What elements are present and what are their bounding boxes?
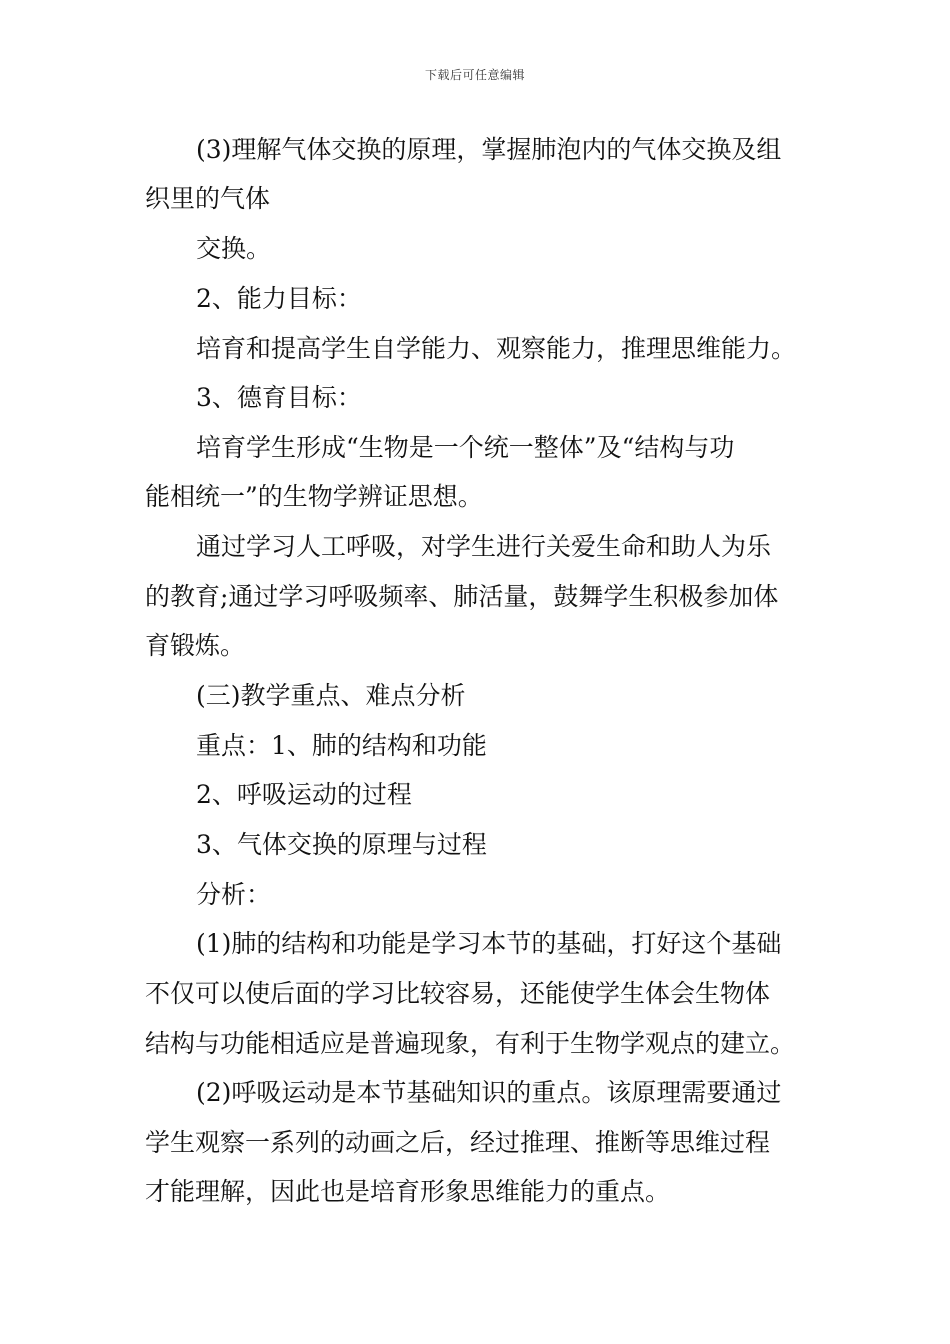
text-line: 培育和提高学生自学能力、观察能力，推理思维能力。 <box>196 334 797 363</box>
text-line: 学生观察一系列的动画之后，经过推理、推断等思维过程 <box>145 1128 771 1157</box>
text-line: 2、呼吸运动的过程 <box>196 780 412 809</box>
text-line: 通过学习人工呼吸，对学生进行关爱生命和助人为乐 <box>196 532 772 561</box>
text-line: 3、德育目标： <box>196 383 362 412</box>
text-line: 的教育;通过学习呼吸频率、肺活量，鼓舞学生积极参加体 <box>145 582 779 611</box>
text-line: 才能理解，因此也是培育形象思维能力的重点。 <box>145 1177 671 1206</box>
text-line: 不仅可以使后面的学习比较容易，还能使学生体会生物体 <box>145 979 771 1008</box>
text-line: 交换。 <box>196 234 272 263</box>
text-line: 2、能力目标： <box>196 284 362 313</box>
text-line: (1)肺的结构和功能是学习本节的基础，打好这个基础 <box>196 929 782 958</box>
text-line: 织里的气体 <box>145 184 271 213</box>
text-line: 培育学生形成“生物是一个统一整体”及“结构与功 <box>196 433 735 462</box>
text-line: (2)呼吸运动是本节基础知识的重点。该原理需要通过 <box>196 1078 782 1107</box>
text-line: 能相统一”的生物学辨证思想。 <box>145 482 483 511</box>
text-line: (3)理解气体交换的原理，掌握肺泡内的气体交换及组 <box>196 135 782 164</box>
text-line: 重点：1、肺的结构和功能 <box>196 731 487 760</box>
text-line: 结构与功能相适应是普遍现象，有利于生物学观点的建立。 <box>145 1029 796 1058</box>
text-line: 育锻炼。 <box>145 631 246 660</box>
section-heading: (三)教学重点、难点分析 <box>196 681 466 710</box>
text-line: 分析： <box>196 880 272 909</box>
text-line: 3、气体交换的原理与过程 <box>196 830 487 859</box>
page-header-note: 下载后可任意编辑 <box>424 68 525 82</box>
